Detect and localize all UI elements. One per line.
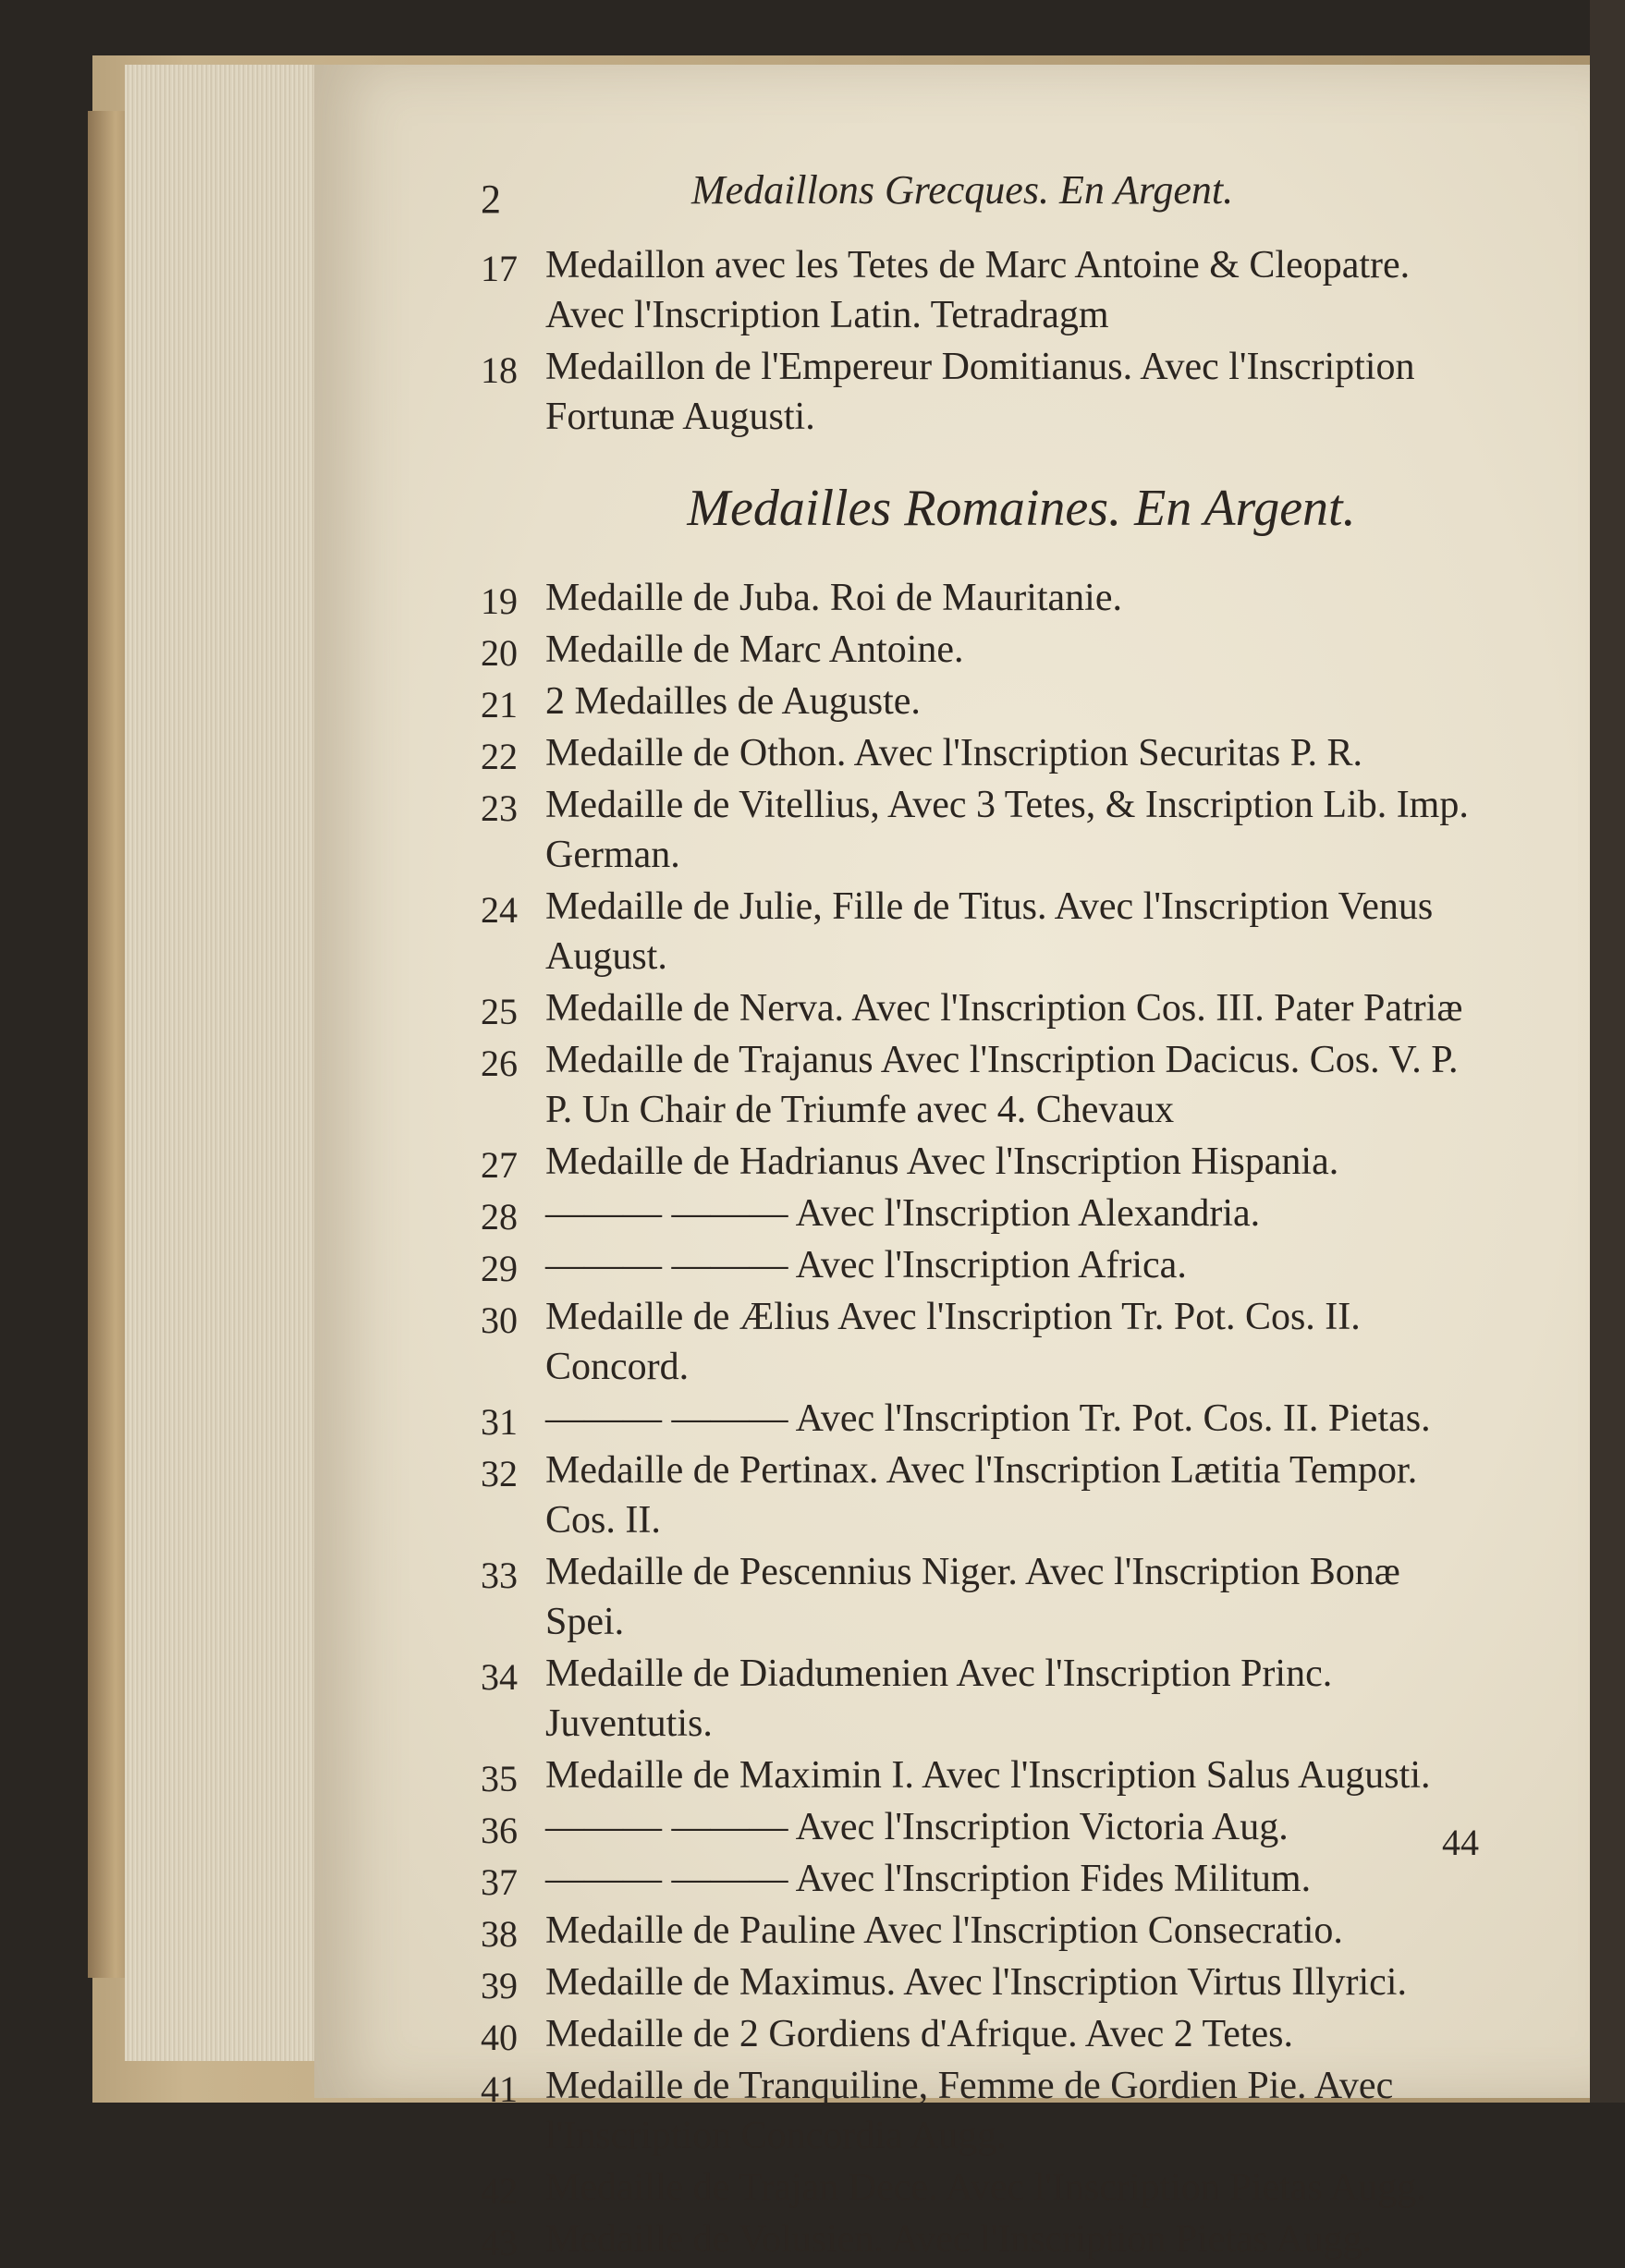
entry-number: 32	[481, 1453, 518, 1494]
entry-number: 25	[481, 991, 518, 1032]
list-item	[481, 882, 1479, 982]
list-item	[481, 1189, 1479, 1238]
entry-text: ——— ——— Avec l'Inscription Tr. Pot. Cos. II. Pietas.	[545, 1397, 1431, 1440]
list-item	[481, 342, 1479, 442]
list-item	[481, 2214, 1479, 2264]
entry-text: Medaille de Maximin I. Avec l'Inscription Salus Augusti.	[545, 1754, 1431, 1797]
entry-text: Medaille de Pauline Avec l'Inscription Consecratio.	[545, 1909, 1343, 1952]
entry-number: 39	[481, 1965, 518, 2006]
list-item	[481, 625, 1479, 675]
list-item	[481, 2061, 1479, 2161]
greek-medallion-list	[481, 240, 1479, 442]
entry-number: 34	[481, 1656, 518, 1698]
entry-text: Medaillon de l'Empereur Domitianus. Avec l'Inscription Fortunæ Augusti.	[545, 346, 1415, 438]
entry-number: 41	[481, 2068, 518, 2110]
entry-text: Medaille de Ælius Avec l'Inscription Tr. Pot. Cos. II. Concord.	[545, 1296, 1361, 1388]
entry-number: 29	[481, 1248, 518, 1289]
list-item	[481, 983, 1479, 1033]
entry-number: 26	[481, 1043, 518, 1084]
running-title: Medaillons Grecques. En Argent.	[691, 167, 1234, 213]
list-item	[481, 2163, 1479, 2213]
list-item	[481, 240, 1479, 340]
entry-text: Medaille de Trajan Dece. Avec l'Inscription Pietas Augg.	[545, 2166, 1426, 2209]
list-item	[481, 1035, 1479, 1135]
page-text	[481, 166, 1479, 2266]
page-number: 2	[481, 177, 501, 222]
entry-text: Medaille de Hadrianus Avec l'Inscription Hispania.	[545, 1140, 1339, 1183]
entry-number: 31	[481, 1401, 518, 1443]
catchword: 44	[1442, 1822, 1479, 1863]
list-item	[481, 1957, 1479, 2007]
entry-text: Medaille de Marc Antoine.	[545, 628, 964, 671]
entry-number: 36	[481, 1810, 518, 1851]
entry-text: Medaille de Pertinax. Avec l'Inscription Lætitia Tempor. Cos. II.	[545, 1449, 1418, 1542]
entry-text: Medaille de Juba. Roi de Mauritanie.	[545, 577, 1122, 619]
list-item	[481, 1292, 1479, 1392]
entry-number: 24	[481, 889, 518, 931]
entry-text: Medaille de Tranquiline, Femme de Gordien Pie. Avec l'Inscription Concordia Augg.	[545, 2065, 1394, 2157]
entry-number: 19	[481, 580, 518, 622]
entry-text: ——— ——— Avec l'Inscription Victoria Aug.	[545, 1806, 1289, 1848]
entry-number: 37	[481, 1861, 518, 1903]
list-item	[481, 573, 1479, 623]
entry-number: 30	[481, 1299, 518, 1341]
entry-number: 23	[481, 787, 518, 829]
entry-text: Medaille de Diadumenien Avec l'Inscription Princ. Juventutis.	[545, 1652, 1333, 1745]
list-item	[481, 728, 1479, 778]
list-item	[481, 1906, 1479, 1956]
entry-text: Medaille de Nerva. Avec l'Inscription Cos. III. Pater Patriæ	[545, 987, 1463, 1030]
entry-text: Medaille de Julie, Fille de Titus. Avec l'Inscription Venus August.	[545, 885, 1434, 978]
page-edges	[125, 65, 324, 2061]
list-item	[481, 1394, 1479, 1444]
entry-number: 22	[481, 736, 518, 777]
entry-number: 33	[481, 1555, 518, 1596]
entry-number: 35	[481, 1758, 518, 1799]
entry-number: 18	[481, 349, 518, 391]
entry-number: 28	[481, 1196, 518, 1238]
entry-number: 43	[481, 2222, 518, 2263]
entry-text: Medaille de Othon. Avec l'Inscription Securitas P. R.	[545, 732, 1362, 774]
entry-text: 2 Medailles de Auguste.	[545, 680, 921, 723]
list-item	[481, 1649, 1479, 1749]
entry-text: Medaille de 2 Gordiens d'Afrique. Avec 2 Tetes.	[545, 2013, 1294, 2055]
list-item	[481, 1750, 1479, 1800]
roman-medal-list	[481, 573, 1479, 2264]
list-item	[481, 1854, 1479, 1904]
entry-text: ——— ——— Avec l'Inscription Alexandria.	[545, 1192, 1261, 1235]
list-item	[481, 1240, 1479, 1290]
entry-text: Medaille de Maximus. Avec l'Inscription Virtus Illyrici.	[545, 1961, 1407, 2004]
entry-text: Medaillon avec les Tetes de Marc Antoine & Cleopatre. Avec l'Inscription Latin. Tetradragm	[545, 244, 1411, 336]
list-item	[481, 677, 1479, 726]
list-item	[481, 780, 1479, 880]
entry-number: 21	[481, 684, 518, 726]
entry-text: ——— ——— Avec l'Inscription Africa.	[545, 1244, 1187, 1286]
entry-number: 27	[481, 1144, 518, 1186]
list-item	[481, 1445, 1479, 1545]
entry-number: 38	[481, 1913, 518, 1955]
entry-text: Medaille de Vitellius, Avec 3 Tetes, & Inscription Lib. Imp. German.	[545, 784, 1469, 876]
list-item	[481, 2009, 1479, 2059]
entry-number: 40	[481, 2017, 518, 2058]
list-item	[481, 1137, 1479, 1187]
entry-number: 20	[481, 632, 518, 674]
section-heading: Medailles Romaines. En Argent.	[687, 480, 1356, 537]
running-header	[481, 166, 1479, 240]
entry-text: ——— ——— Avec l'Inscription Fides Militum.	[545, 1858, 1312, 1900]
entry-text: Medaille de Pescennius Niger. Avec l'Inscription Bonæ Spei.	[545, 1551, 1400, 1643]
entry-text: Medaille de Trajanus Avec l'Inscription Dacicus. Cos. V. P. P. Un Chair de Triumfe avec 4. Chevaux	[545, 1039, 1459, 1131]
list-item	[481, 1547, 1479, 1647]
list-item	[481, 1802, 1479, 1852]
entry-text: Medaille de Volusien. Avec l'Inscription Pietas Augg.	[545, 2218, 1373, 2261]
facing-page-edge	[1590, 0, 1625, 2124]
entry-number: 17	[481, 248, 518, 289]
entry-number: 42	[481, 2170, 518, 2212]
